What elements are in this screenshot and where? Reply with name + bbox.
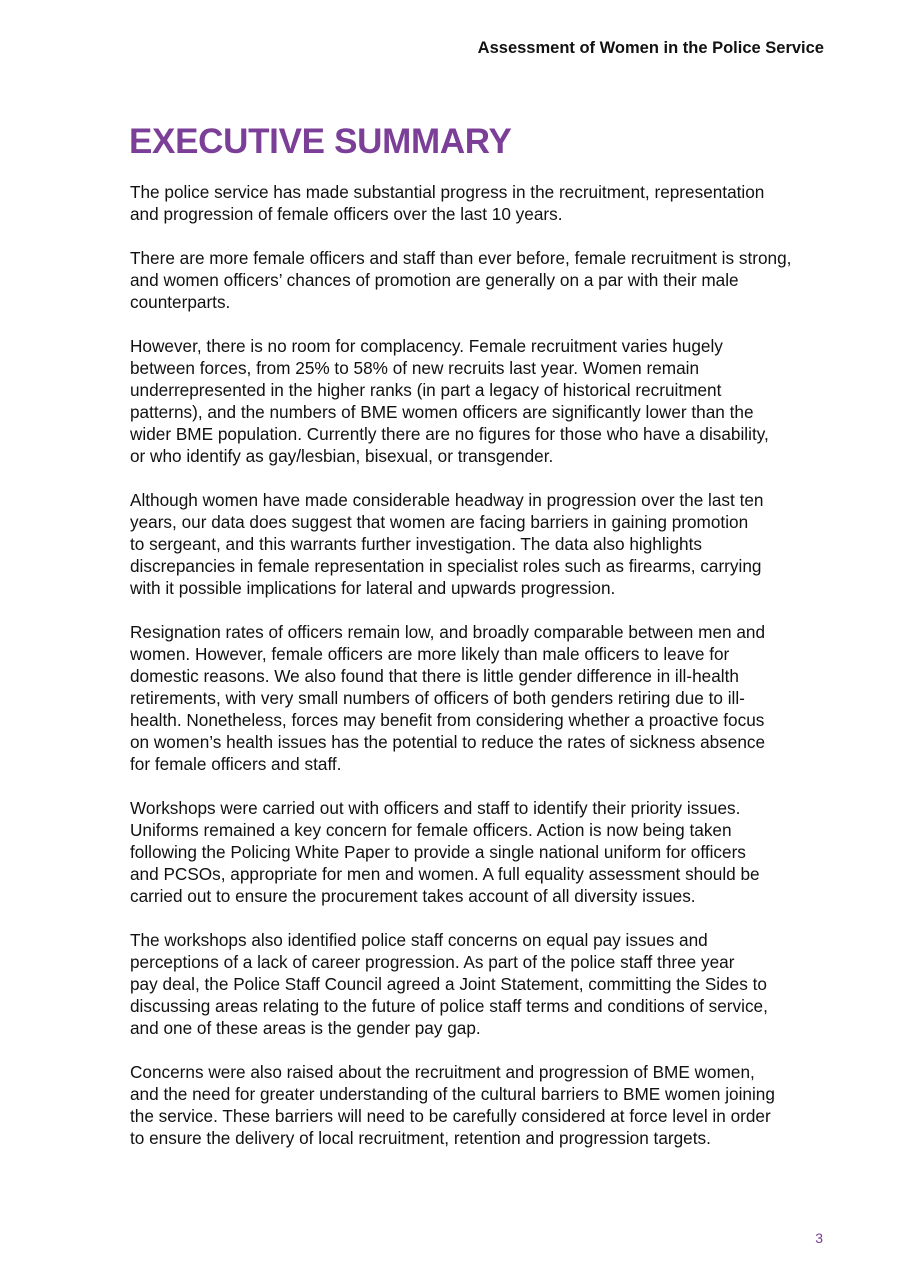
paragraph-8: Concerns were also raised about the recruitment and progression of BME women, and the need for greater understanding of the cultural barriers to BME women joining the service. These barriers will need to be carefully considered at force level in order to ensure the delivery of local recruitment, retention and progression targets. [130, 1062, 775, 1148]
paragraph-2: There are more female officers and staff than ever before, female recruitment is strong, and women officers’ chances of promotion are generally on a par with their male counterparts. [130, 248, 792, 312]
paragraph-7: The workshops also identified police staff concerns on equal pay issues and perceptions of a lack of career progression. As part of the police staff three year pay deal, the Police Staff Council agreed a Joint Statement, committing the Sides to discussing areas relating to the future of police staff terms and conditions of service, and one of these areas is the gender pay gap. [130, 930, 768, 1038]
paragraph-5: Resignation rates of officers remain low, and broadly comparable between men and women. However, female officers are more likely than male officers to leave for domestic reasons. We also found that there is little gender difference in ill-health retirements, with very small numbers of officers of both genders retiring due to ill- health. Nonetheless, forces may benefit from considering whether a proactive focus on women’s health issues has the potential to reduce the rates of sickness absence for female officers and staff. [130, 622, 766, 774]
page-number: 3 [815, 1230, 823, 1246]
running-header: Assessment of Women in the Police Service [477, 39, 824, 57]
paragraph-6: Workshops were carried out with officers and staff to identify their priority issues. Uniforms remained a key concern for female officers. Action is now being taken following the Policing White Paper to provide a single national uniform for officers and PCSOs, appropriate for men and women. A full equality assessment should be carried out to ensure the procurement takes account of all diversity issues. [130, 798, 760, 906]
page-title: EXECUTIVE SUMMARY [129, 122, 512, 161]
paragraph-1: The police service has made substantial progress in the recruitment, representation and progression of female officers over the last 10 years. [130, 182, 765, 224]
body-text [130, 181, 830, 1171]
paragraph-3: However, there is no room for complacency. Female recruitment varies hugely between forces, from 25% to 58% of new recruits last year. Women remain underrepresented in the higher ranks (in part a legacy of historical recruitment patterns), and the numbers of BME women officers are significantly lower than the wider BME population. Currently there are no figures for those who have a disability, or who identify as gay/lesbian, bisexual, or transgender. [130, 336, 769, 466]
paragraph-4: Although women have made considerable headway in progression over the last ten years, our data does suggest that women are facing barriers in gaining promotion to sergeant, and this warrants further investigation. The data also highlights discrepancies in female representation in specialist roles such as firearms, carrying with it possible implications for lateral and upwards progression. [130, 490, 764, 598]
